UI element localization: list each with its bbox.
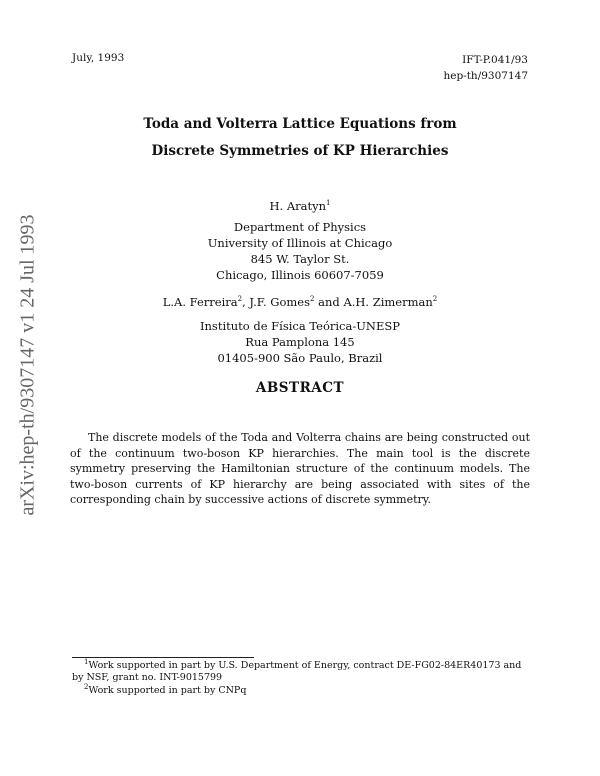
footnote-1 xyxy=(72,657,532,684)
affiliation-1-line: University of Illinois at Chicago xyxy=(207,236,393,250)
author-1-mark: 1 xyxy=(326,199,331,208)
report-numbers xyxy=(443,52,528,84)
author-gomes-mark: 2 xyxy=(310,295,315,304)
affiliation-2-line: Instituto de Física Teórica-UNESP xyxy=(199,319,401,333)
report-number: IFT-P.041/93 xyxy=(462,54,528,66)
abstract-text: The discrete models of the Toda and Volterra chains are being constructed out of the continuum two-boson KP hierarchies. The main tool is the discrete symmetry preserving the Hamiltonian structure of the continuum models. The two-boson currents of KP hierarchy are being associated with sites of the corresponding chain by successive actions of discrete symmetry. xyxy=(70,431,530,506)
arxiv-stamp-text: arXiv:hep-th/9307147 v1 24 Jul 1993 xyxy=(16,214,39,516)
date: July, 1993 xyxy=(72,52,125,64)
affiliation-1 xyxy=(0,219,600,283)
author-ferreira: L.A. Ferreira xyxy=(162,295,238,309)
title-line-2: Discrete Symmetries of KP Hierarchies xyxy=(151,143,449,159)
author-ferreira-mark: 2 xyxy=(237,295,243,304)
author-separator: , xyxy=(242,295,250,309)
abstract-heading: ABSTRACT xyxy=(255,380,345,396)
arxiv-number: hep-th/9307147 xyxy=(443,70,528,82)
footnote-2-mark: 2 xyxy=(84,682,89,691)
affiliation-2-line: Rua Pamplona 145 xyxy=(245,335,355,349)
affiliation-2 xyxy=(0,318,600,366)
author-separator: and xyxy=(314,295,344,309)
author-1 xyxy=(0,198,600,214)
affiliation-2-line: 01405-900 São Paulo, Brazil xyxy=(217,351,383,365)
footnote-1-mark: 1 xyxy=(84,657,89,666)
authors-2 xyxy=(0,294,600,310)
footnote-1-text: Work supported in part by U.S. Department of Energy, contract DE-FG02-84ER40173 and by NSF, grant no. INT-9015799 xyxy=(72,660,522,683)
affiliation-1-line: 845 W. Taylor St. xyxy=(250,252,350,266)
arxiv-stamp xyxy=(8,210,48,520)
footnote-rule xyxy=(72,657,254,658)
title-line-1: Toda and Volterra Lattice Equations from xyxy=(143,116,457,132)
author-1-name: H. Aratyn xyxy=(269,199,327,213)
affiliation-1-line: Department of Physics xyxy=(233,220,367,234)
affiliation-1-line: Chicago, Illinois 60607-7059 xyxy=(216,268,384,282)
footnote-2-text: Work supported in part by CNPq xyxy=(88,685,247,696)
footnote-2 xyxy=(72,682,532,697)
author-gomes: J.F. Gomes xyxy=(249,295,311,309)
author-zimerman-mark: 2 xyxy=(432,295,438,304)
author-zimerman: A.H. Zimerman xyxy=(343,295,433,309)
